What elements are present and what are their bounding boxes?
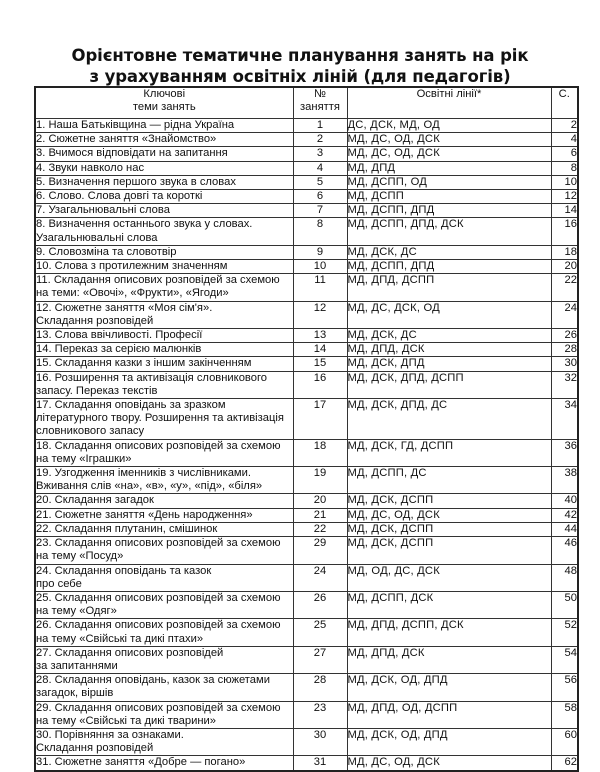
table-row <box>35 175 578 189</box>
page-cell: 26 <box>551 329 578 343</box>
topic-cell: 12. Сюжетне заняття «Моя сім'я». Складання розповідей <box>35 301 293 328</box>
topic-cell: 3. Вчимося відповідати на запитання <box>35 147 293 161</box>
topic-cell: 21. Сюжетне заняття «День народження» <box>35 508 293 522</box>
topic-cell: 30. Порівняння за ознаками. Складання розповідей <box>35 728 293 755</box>
page-cell: 2 <box>551 119 578 133</box>
table-row <box>35 439 578 466</box>
topic-cell: 13. Слова ввічливості. Професії <box>35 329 293 343</box>
page-cell: 28 <box>551 343 578 357</box>
page-cell: 38 <box>551 467 578 494</box>
educational-lines-cell: МД, ДСПП, ДПД <box>347 204 551 218</box>
topic-cell: 24. Складання оповідань та казок про себе <box>35 564 293 591</box>
header-topics <box>35 87 293 119</box>
educational-lines-cell: МД, ДСПП, ДСК <box>347 591 551 618</box>
page-cell: 40 <box>551 494 578 508</box>
table-row <box>35 343 578 357</box>
page-title-line-1: Орієнтовне тематичне планування занять на рік <box>71 46 529 65</box>
lesson-number-cell: 27 <box>293 646 347 673</box>
topic-cell: 7. Узагальнювальні слова <box>35 204 293 218</box>
page-cell: 20 <box>551 260 578 274</box>
educational-lines-cell: ДС, ДСК, МД, ОД <box>347 119 551 133</box>
page-cell: 18 <box>551 245 578 259</box>
topic-cell: 27. Складання описових розповідей за запитаннями <box>35 646 293 673</box>
educational-lines-cell: МД, ДПД <box>347 161 551 175</box>
page-cell: 14 <box>551 204 578 218</box>
lesson-number-cell: 19 <box>293 467 347 494</box>
header-number-sign: № <box>313 88 326 100</box>
page-cell: 10 <box>551 175 578 189</box>
table-row <box>35 218 578 245</box>
topic-cell: 23. Складання описових розповідей за схемою на тему «Посуд» <box>35 537 293 564</box>
topic-cell: 29. Складання описових розповідей за схемою на тему «Свійські та дикі тварини» <box>35 701 293 728</box>
page-cell: 24 <box>551 301 578 328</box>
lesson-number-cell: 22 <box>293 522 347 536</box>
table-row <box>35 619 578 646</box>
lesson-number-cell: 24 <box>293 564 347 591</box>
educational-lines-cell: МД, ДСПП, ДПД, ДСК <box>347 218 551 245</box>
topic-cell: 25. Складання описових розповідей за схемою на тему «Одяг» <box>35 591 293 618</box>
educational-lines-cell: МД, ДСК, ДС <box>347 245 551 259</box>
lesson-number-cell: 9 <box>293 245 347 259</box>
topic-cell: 20. Складання загадок <box>35 494 293 508</box>
lesson-number-cell: 17 <box>293 399 347 440</box>
topic-cell: 19. Узгодження іменників з числівниками. Вживання слів «на», «в», «у», «під», «біля» <box>35 467 293 494</box>
table-row <box>35 119 578 133</box>
educational-lines-cell: МД, ДСК, ДС <box>347 329 551 343</box>
page-cell: 34 <box>551 399 578 440</box>
header-lesson-number <box>293 87 347 119</box>
topic-cell: 4. Звуки навколо нас <box>35 161 293 175</box>
lesson-number-cell: 12 <box>293 301 347 328</box>
topic-cell: 17. Складання оповідань за зразком літературного твору. Розширення та активізація словникового запасу <box>35 399 293 440</box>
header-page: С. <box>551 87 578 119</box>
lesson-number-cell: 18 <box>293 439 347 466</box>
page-cell: 22 <box>551 274 578 301</box>
educational-lines-cell: МД, ДСК, ДПД, ДС <box>347 399 551 440</box>
educational-lines-cell: МД, ДС, ОД, ДСК <box>347 508 551 522</box>
educational-lines-cell: МД, ДС, ОД, ДСК <box>347 133 551 147</box>
table-row <box>35 399 578 440</box>
educational-lines-cell: МД, ДСК, ОД, ДПД <box>347 674 551 701</box>
lesson-number-cell: 10 <box>293 260 347 274</box>
lesson-number-cell: 14 <box>293 343 347 357</box>
lesson-number-cell: 23 <box>293 701 347 728</box>
topic-cell: 2. Сюжетне заняття «Знайомство» <box>35 133 293 147</box>
header-topics-line-1: Ключові <box>143 88 186 100</box>
table-row <box>35 467 578 494</box>
header-educational-lines: Освітні лінії* <box>347 87 551 119</box>
lesson-number-cell: 8 <box>293 218 347 245</box>
educational-lines-cell: МД, ДСК, ОД, ДПД <box>347 728 551 755</box>
page-cell: 30 <box>551 357 578 371</box>
lesson-number-cell: 6 <box>293 190 347 204</box>
educational-lines-cell: МД, ДСК, ДСПП <box>347 537 551 564</box>
topic-cell: 28. Складання оповідань, казок за сюжетами загадок, віршів <box>35 674 293 701</box>
table-body <box>35 119 578 771</box>
table-row <box>35 522 578 536</box>
educational-lines-cell: МД, ДСК, ДСПП <box>347 522 551 536</box>
table-row <box>35 245 578 259</box>
educational-lines-cell: МД, ДСК, ДПД, ДСПП <box>347 371 551 398</box>
topic-cell: 14. Переказ за серією малюнків <box>35 343 293 357</box>
page-cell: 46 <box>551 537 578 564</box>
lesson-number-cell: 28 <box>293 674 347 701</box>
topic-cell: 18. Складання описових розповідей за схемою на тему «Іграшки» <box>35 439 293 466</box>
educational-lines-cell: МД, ДПД, ДСПП <box>347 274 551 301</box>
table-row <box>35 564 578 591</box>
lesson-number-cell: 7 <box>293 204 347 218</box>
table-row <box>35 260 578 274</box>
page-cell: 52 <box>551 619 578 646</box>
table-header-row <box>35 87 578 119</box>
lesson-number-cell: 2 <box>293 133 347 147</box>
page-cell: 4 <box>551 133 578 147</box>
lesson-number-cell: 29 <box>293 537 347 564</box>
planning-table <box>34 86 579 772</box>
page-cell: 6 <box>551 147 578 161</box>
educational-lines-cell: МД, ОД, ДС, ДСК <box>347 564 551 591</box>
topic-cell: 26. Складання описових розповідей за схемою на тему «Свійські та дикі птахи» <box>35 619 293 646</box>
topic-cell: 16. Розширення та активізація словникового запасу. Переказ текстів <box>35 371 293 398</box>
educational-lines-cell: МД, ДПД, ДСК <box>347 343 551 357</box>
educational-lines-cell: МД, ДСПП, ДС <box>347 467 551 494</box>
table-row <box>35 190 578 204</box>
header-number-label: заняття <box>300 101 340 114</box>
page-cell: 12 <box>551 190 578 204</box>
educational-lines-cell: МД, ДСПП, ДПД <box>347 260 551 274</box>
lesson-number-cell: 1 <box>293 119 347 133</box>
table-row <box>35 537 578 564</box>
header-topics-line-2: теми занять <box>132 101 196 114</box>
page-cell: 36 <box>551 439 578 466</box>
educational-lines-cell: МД, ДПД, ДСК <box>347 646 551 673</box>
topic-cell: 8. Визначення останнього звука у словах. Узагальнювальні слова <box>35 218 293 245</box>
page-title-line-2: з урахуванням освітніх ліній (для педагогів) <box>89 67 511 86</box>
educational-lines-cell: МД, ДС, ОД, ДСК <box>347 147 551 161</box>
page-cell: 48 <box>551 564 578 591</box>
page-cell: 8 <box>551 161 578 175</box>
educational-lines-cell: МД, ДПД, ОД, ДСПП <box>347 701 551 728</box>
table-row <box>35 674 578 701</box>
lesson-number-cell: 25 <box>293 619 347 646</box>
educational-lines-cell: МД, ДСК, ГД, ДСПП <box>347 439 551 466</box>
lesson-number-cell: 13 <box>293 329 347 343</box>
page-cell: 54 <box>551 646 578 673</box>
table-row <box>35 274 578 301</box>
page-cell: 60 <box>551 728 578 755</box>
table-row <box>35 371 578 398</box>
educational-lines-cell: МД, ДС, ДСК, ОД <box>347 301 551 328</box>
table-row <box>35 646 578 673</box>
lesson-number-cell: 4 <box>293 161 347 175</box>
lesson-number-cell: 26 <box>293 591 347 618</box>
topic-cell: 22. Складання плутанин, смішинок <box>35 522 293 536</box>
lesson-number-cell: 20 <box>293 494 347 508</box>
page-cell: 44 <box>551 522 578 536</box>
lesson-number-cell: 16 <box>293 371 347 398</box>
table-row <box>35 147 578 161</box>
educational-lines-cell: МД, ДСПП <box>347 190 551 204</box>
table-row <box>35 591 578 618</box>
educational-lines-cell: МД, ДС, ОД, ДСК <box>347 756 551 771</box>
topic-cell: 1. Наша Батьківщина — рідна Україна <box>35 119 293 133</box>
page-cell: 62 <box>551 756 578 771</box>
lesson-number-cell: 30 <box>293 728 347 755</box>
educational-lines-cell: МД, ДПД, ДСПП, ДСК <box>347 619 551 646</box>
topic-cell: 9. Словозміна та словотвір <box>35 245 293 259</box>
table-row <box>35 728 578 755</box>
lesson-number-cell: 3 <box>293 147 347 161</box>
table-row <box>35 508 578 522</box>
educational-lines-cell: МД, ДСК, ДПД <box>347 357 551 371</box>
topic-cell: 31. Сюжетне заняття «Добре — погано» <box>35 756 293 771</box>
table-row <box>35 204 578 218</box>
topic-cell: 6. Слово. Слова довгі та короткі <box>35 190 293 204</box>
topic-cell: 10. Слова з протилежним значенням <box>35 260 293 274</box>
table-row <box>35 301 578 328</box>
table-row <box>35 161 578 175</box>
page-cell: 16 <box>551 218 578 245</box>
table-row <box>35 133 578 147</box>
topic-cell: 5. Визначення першого звука в словах <box>35 175 293 189</box>
lesson-number-cell: 15 <box>293 357 347 371</box>
page-cell: 56 <box>551 674 578 701</box>
educational-lines-cell: МД, ДСК, ДСПП <box>347 494 551 508</box>
lesson-number-cell: 21 <box>293 508 347 522</box>
table-row <box>35 756 578 771</box>
topic-cell: 15. Складання казки з іншим закінченням <box>35 357 293 371</box>
educational-lines-cell: МД, ДСПП, ОД <box>347 175 551 189</box>
table-row <box>35 357 578 371</box>
page-cell: 42 <box>551 508 578 522</box>
lesson-number-cell: 31 <box>293 756 347 771</box>
lesson-number-cell: 5 <box>293 175 347 189</box>
page-cell: 50 <box>551 591 578 618</box>
table-row <box>35 329 578 343</box>
lesson-number-cell: 11 <box>293 274 347 301</box>
page-cell: 58 <box>551 701 578 728</box>
table-row <box>35 701 578 728</box>
topic-cell: 11. Складання описових розповідей за схемою на теми: «Овочі», «Фрукти», «Ягоди» <box>35 274 293 301</box>
table-row <box>35 494 578 508</box>
page-cell: 32 <box>551 371 578 398</box>
